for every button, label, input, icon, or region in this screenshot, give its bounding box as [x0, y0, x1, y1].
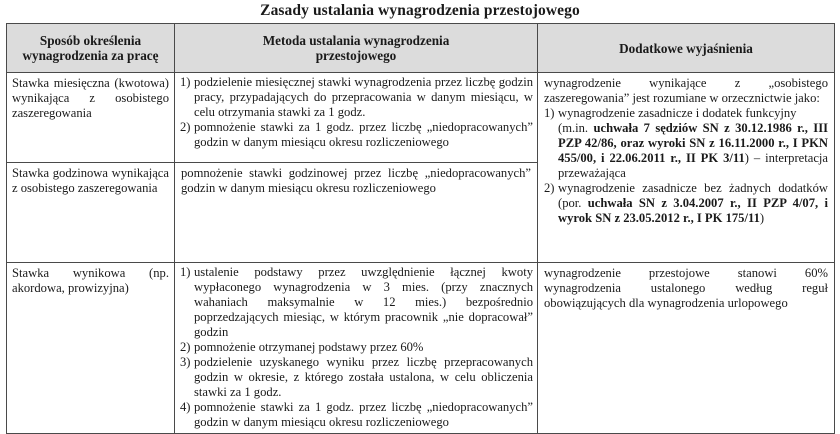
cell-performance-method — [175, 263, 538, 434]
header-calculation-method — [175, 24, 538, 73]
step-text: podzielenie miesięcznej stawki wynagrodzenia przez liczbę godzin pracy, przypadających do przepracowania w danym miesiącu, w celu otrzymania stawki za 1 godz. — [194, 75, 533, 119]
step-text: pomnożenie stawki za 1 godz. przez liczbę „niedopracowanych” godzin w danym miesiącu okresu rozliczeniowego — [194, 120, 533, 149]
refs-prefix: (m.in. — [558, 121, 594, 135]
header-col3-label: Dodatkowe wyjaśnienia — [619, 40, 753, 56]
court-references: uchwała SN z 3.04.2007 r., II PZP 4/07, i wyrok SN z 23.05.2012 r., I PK 175/11 — [558, 196, 828, 225]
step-text: ustalenie podstawy przez uwzględnienie łącznej kwoty wypłaconego wynagrodzenia w 3 mies. (przy znacznych wahaniach maksymalnie w 12 mies.) bezpośrednio poprzedzających miesiąc, w którym pracownik „nie dopracował” godzin — [194, 265, 533, 339]
monthly-label: Stawka miesięczna (kwotowa) wynikająca z osobistego zaszeregowania — [12, 76, 169, 120]
header-col2-label: Metoda ustalania wynagrodzenia przestojowego — [262, 33, 450, 63]
performance-steps — [175, 263, 537, 433]
refs-suffix: ) — [759, 211, 765, 225]
performance-label: Stawka wynikowa (np. akordowa, prowizyjna) — [12, 266, 169, 295]
explanation-intro: wynagrodzenie wynikające z „osobistego zaszeregowania” jest rozumiane w orzecznictwie jako: — [544, 76, 828, 105]
step-number: 4) — [180, 400, 191, 414]
cell-performance-label — [7, 263, 175, 434]
cell-hourly-method — [175, 163, 538, 263]
list-item — [180, 120, 533, 150]
performance-explanation: wynagrodzenie przestojowe stanowi 60% wynagrodzenia ustalonego według reguł obowiązujących dla wynagrodzenia urlopowego — [544, 266, 828, 310]
list-item — [180, 355, 533, 400]
list-item — [180, 75, 533, 120]
item-number: 2) — [544, 181, 555, 195]
step-text: pomnożenie stawki za 1 godz. przez liczbę „niedopracowanych” godzin w danym miesiącu okresu rozliczeniowego — [194, 400, 533, 429]
wage-rules-table — [6, 23, 835, 434]
cell-monthly-label — [7, 73, 175, 163]
explanation-personal-grading — [538, 73, 834, 229]
table-header-row — [7, 24, 835, 73]
header-additional-notes — [538, 24, 835, 73]
hourly-method: pomnożenie stawki godzinowej przez liczbę „niedopracowanych” godzin w danym miesiącu okresu rozliczeniowego — [181, 166, 531, 195]
item-text: wynagrodzenie zasadnicze bez żadnych dodatków (por. — [558, 181, 828, 210]
step-number: 3) — [180, 355, 191, 369]
cell-performance-explanation — [538, 263, 835, 434]
list-item — [180, 340, 533, 355]
hourly-label: Stawka godzinowa wynikająca z osobistego zaszeregowania — [12, 166, 169, 195]
step-text: podzielenie uzyskanego wyniku przez liczbę przepracowanych godzin w okresie, z którego została ustalona, w celu obliczenia stawki za 1 godz. — [194, 355, 533, 399]
step-number: 1) — [180, 265, 191, 279]
step-number: 2) — [180, 340, 191, 354]
item-text: wynagrodzenie zasadnicze i dodatek funkcyjny — [558, 106, 797, 120]
cell-explanation-personal-grading — [538, 73, 835, 263]
table-row-monthly — [7, 73, 835, 163]
table-row-performance — [7, 263, 835, 434]
page-title: Zasady ustalania wynagrodzenia przestojowego — [260, 2, 580, 19]
monthly-steps — [175, 73, 537, 153]
item-number: 1) — [544, 106, 555, 120]
list-item — [544, 181, 828, 226]
list-item — [544, 106, 828, 181]
step-number: 1) — [180, 75, 191, 89]
court-references: uchwała 7 sędziów SN z 30.12.1986 r., III PZP 42/86, oraz wyroki SN z 16.11.2000 r., I PKN 455/00, i 22.06.2011 r., II PK 3/11 — [558, 121, 828, 165]
step-text: pomnożenie otrzymanej podstawy przez 60% — [194, 340, 424, 354]
header-col1-label: Sposób określenia wynagrodzenia za pracę — [22, 33, 159, 63]
cell-monthly-method — [175, 73, 538, 163]
step-number: 2) — [180, 120, 191, 134]
list-item — [180, 265, 533, 340]
header-method-of-pay — [7, 24, 175, 73]
list-item — [180, 400, 533, 430]
refs-suffix: ) – interpretacja przeważająca — [558, 151, 828, 180]
cell-hourly-label — [7, 163, 175, 263]
